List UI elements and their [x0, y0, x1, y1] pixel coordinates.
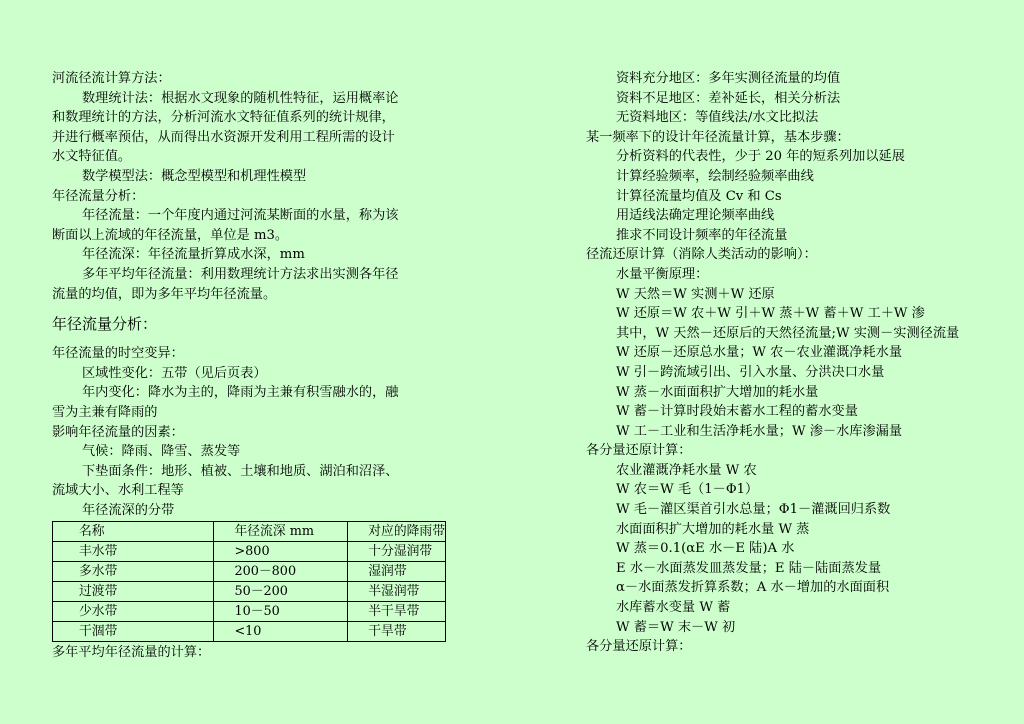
text-line: 断面以上流域的年径流量，单位是 m3。 — [52, 227, 289, 243]
text-line: 分析资料的代表性，少于 20 年的短系列加以延展 — [616, 149, 905, 165]
text-line: 资料充分地区：多年实测径流量的均值 — [616, 71, 841, 86]
text-line: 年径流深：年径流量折算成水深，mm — [82, 247, 305, 263]
text-line: 年径流深的分带 — [82, 502, 175, 518]
text-line: W 还原－还原总水量；W 农－农业灌溉净耗水量 — [616, 345, 903, 361]
left-footer-text: 多年平均年径流量的计算： — [52, 645, 211, 661]
text-line: 水量平衡原理： — [616, 266, 709, 282]
table-cell: 湿润带 — [348, 562, 446, 582]
text-line: 各分量还原计算： — [586, 443, 692, 459]
text-line: 河流径流计算方法： — [52, 71, 171, 86]
text-line: 用适线法确定理论频率曲线 — [616, 208, 775, 224]
left-text-block — [52, 69, 446, 304]
text-line: 影响年径流量的因素： — [52, 424, 184, 440]
table-cell: 多水带 — [53, 562, 214, 582]
text-line: E 水－水面蒸发皿蒸发量；E 陆－陆面蒸发量 — [616, 560, 882, 576]
table-cell: 50－200 — [214, 582, 348, 602]
text-line: W 蓄－计算时段始末蓄水工程的蓄水变量 — [616, 404, 858, 420]
text-line: W 蓄＝W 末－W 初 — [616, 619, 736, 635]
text-line: 无资料地区：等值线法/水文比拟法 — [616, 110, 819, 126]
text-line: 气候：降雨、降雪、蒸发等 — [82, 444, 241, 460]
right-column — [586, 69, 986, 657]
table-row — [53, 562, 446, 582]
text-line: 区域性变化：五带（见后页表） — [82, 365, 267, 381]
table-cell: 200－800 — [214, 562, 348, 582]
table-header-row — [53, 522, 446, 542]
text-line: W 还原＝W 农＋W 引＋W 蒸＋W 蓄＋W 工＋W 渗 — [616, 306, 925, 322]
table-cell: 少水带 — [53, 602, 214, 622]
table-row — [53, 542, 446, 562]
text-line: 径流还原计算（消除人类活动的影响）： — [586, 247, 817, 263]
table-header-cell: 名称 — [53, 522, 214, 542]
text-line: 计算经验频率，绘制经验频率曲线 — [616, 168, 814, 184]
table-cell: 10－50 — [214, 602, 348, 622]
table-row — [53, 622, 446, 642]
table-cell: >800 — [214, 542, 348, 562]
table-header-cell: 对应的降雨带 — [348, 522, 446, 542]
text-line: 年径流量的时空变异： — [52, 346, 184, 362]
text-line: 多年平均年径流量：利用数理统计方法求出实测各年径 — [82, 266, 399, 282]
text-line: 计算径流量均值及 Cv 和 Cs — [616, 188, 782, 204]
text-line: α－水面蒸发折算系数；A 水－增加的水面面积 — [616, 580, 890, 596]
left-column — [52, 69, 446, 663]
table-cell: 十分湿润带 — [348, 542, 446, 562]
text-line: 数理统计法：根据水文现象的随机性特征，运用概率论 — [82, 90, 399, 106]
table-cell: <10 — [214, 622, 348, 642]
table-header-cell: 年径流深 mm — [214, 522, 348, 542]
text-line: 农业灌溉净耗水量 W 农 — [616, 462, 757, 478]
table-cell: 过渡带 — [53, 582, 214, 602]
text-line: 年径流量：一个年度内通过河流某断面的水量，称为该 — [82, 208, 399, 224]
right-text-block — [586, 69, 986, 657]
text-line: 下垫面条件：地形、植被、土壤和地质、湖泊和沼泽、 — [82, 463, 399, 479]
text-line: 数学模型法：概念型模型和机理性模型 — [82, 168, 307, 184]
text-line: 和数理统计的方法，分析河流水文特征值系列的统计规律， — [52, 110, 395, 126]
table-cell: 半湿润带 — [348, 582, 446, 602]
left-text-block-2 — [52, 344, 446, 520]
text-line: 流量的均值，即为多年平均年径流量。 — [52, 286, 277, 302]
text-line: 年径流量分析： — [52, 188, 145, 204]
text-line: 并进行概率预估，从而得出水资源开发利用工程所需的设计 — [52, 129, 395, 145]
text-line: W 蒸－水面面积扩大增加的耗水量 — [616, 384, 819, 400]
table-cell: 丰水带 — [53, 542, 214, 562]
table-row — [53, 602, 446, 622]
table-row — [53, 582, 446, 602]
text-line: 年内变化：降水为主的，降雨为主兼有积雪融水的，融 — [82, 385, 399, 401]
section-heading: 年径流量分析： — [52, 315, 158, 334]
text-line: W 引－跨流域引出、引入水量、分洪决口水量 — [616, 364, 885, 380]
text-line: W 毛－灌区渠首引水总量；Φ1－灌溉回归系数 — [616, 502, 891, 518]
table-cell: 干涸带 — [53, 622, 214, 642]
text-line: W 农＝W 毛（1－Φ1） — [616, 482, 759, 498]
table-cell: 干旱带 — [348, 622, 446, 642]
text-line: W 蒸＝0.1(αE 水－E 陆)A 水 — [616, 541, 795, 557]
text-line: 各分量还原计算： — [586, 639, 692, 655]
text-line: 某一频率下的设计年径流量计算，基本步骤： — [586, 129, 850, 145]
text-line: 雪为主兼有降雨的 — [52, 404, 158, 420]
text-line: 流域大小、水利工程等 — [52, 483, 184, 499]
text-line: 水库蓄水变量 W 蓄 — [616, 600, 731, 616]
text-line: 推求不同设计频率的年径流量 — [616, 227, 788, 243]
text-line: W 工－工业和生活净耗水量；W 渗－水库渗漏量 — [616, 423, 903, 439]
table-cell: 半干旱带 — [348, 602, 446, 622]
runoff-zone-table — [52, 521, 446, 642]
text-line: 其中，W 天然－还原后的天然径流量;W 实测－实测径流量 — [616, 325, 960, 341]
text-line: 水面面积扩大增加的耗水量 W 蒸 — [616, 521, 810, 537]
text-line: 资料不足地区：差补延长，相关分析法 — [616, 90, 841, 106]
text-line: 水文特征值。 — [52, 149, 132, 165]
text-line: W 天然＝W 实测＋W 还原 — [616, 286, 775, 302]
